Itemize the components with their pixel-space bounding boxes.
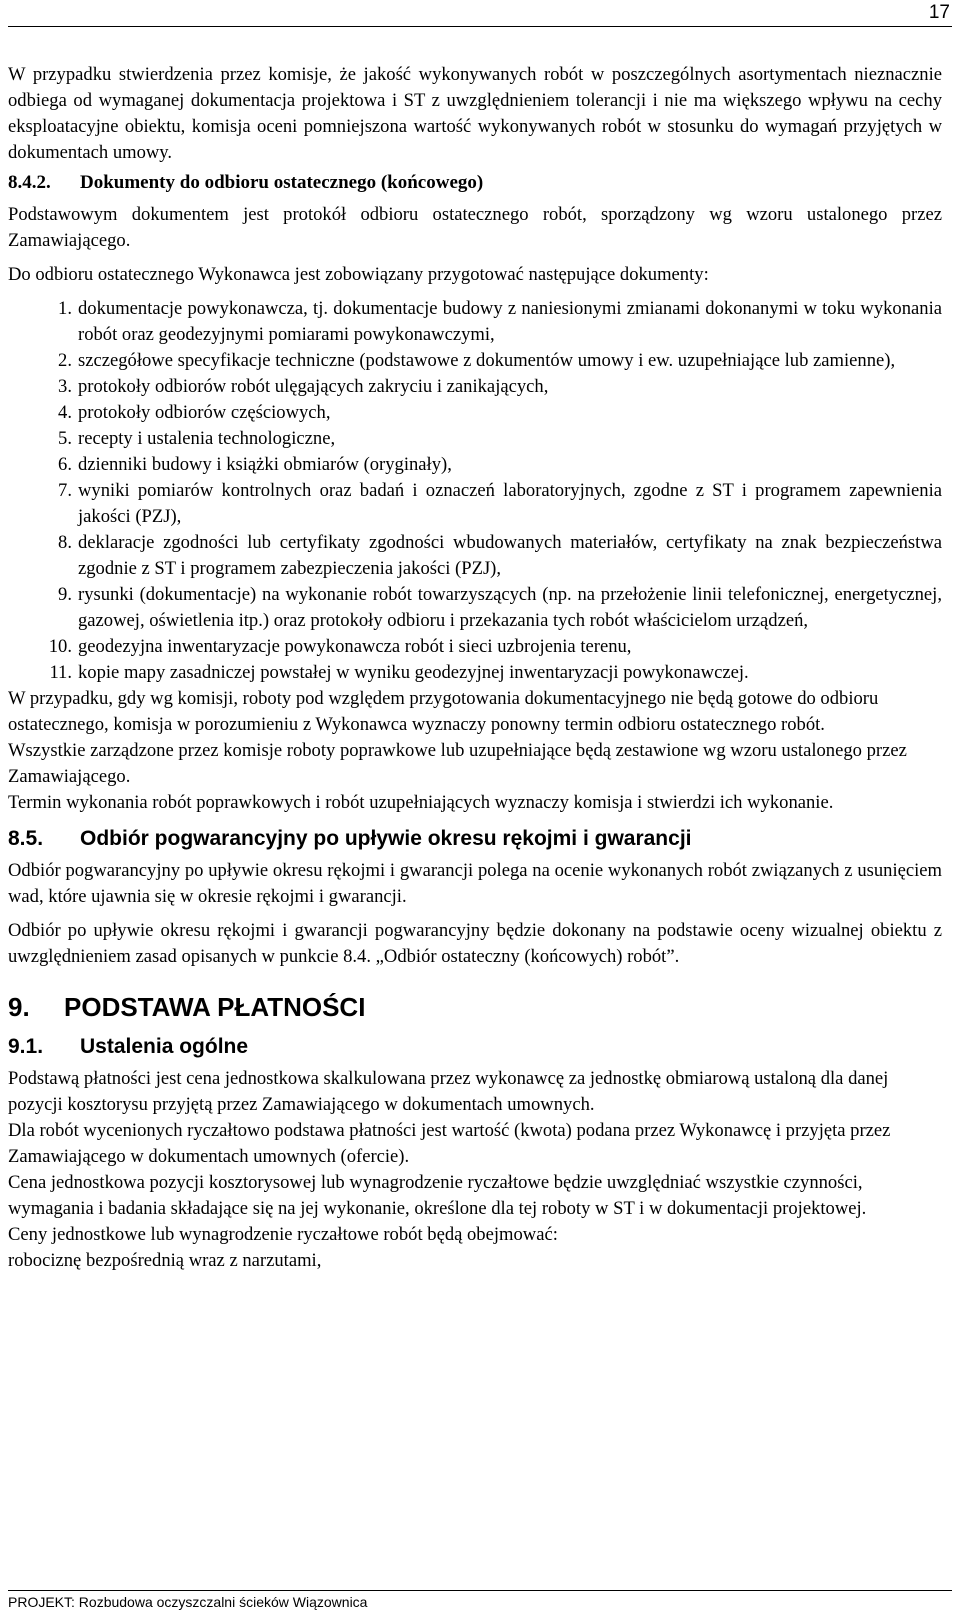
list-text: rysunki (dokumentacje) na wykonanie robót towarzyszących (np. na przełożenie linii telefonicznej, energetycznej, gazowej, oświetlenia itp.) oraz protokoły odbioru i przekazania tych robót właścicielom urządzeń, <box>78 584 942 631</box>
intro-paragraph: W przypadku stwierdzenia przez komisje, że jakość wykonywanych robót w poszczególnych asortymentach nieznacznie odbiega od wymaganej dokumentacja projektowa i ST z uwzględnieniem tolerancji i nie ma większego wpływu na cechy eksploatacyjne obiektu, komisja oceni pomniejszona wartość wykonywanych robót w stosunku do wymagań przyjętych w dokumentach umowy. <box>8 64 942 163</box>
heading-title: Odbiór pogwarancyjny po upływie okresu rękojmi i gwarancji <box>80 827 692 850</box>
list-number: 10. <box>48 636 72 657</box>
list-item <box>8 400 942 426</box>
list-text: protokoły odbiorów częściowych, <box>78 402 331 423</box>
list-item <box>8 374 942 400</box>
paragraph: Podstawowym dokumentem jest protokół odbioru ostatecznego robót, sporządzony wg wzoru ustalonego przez Zamawiającego. <box>8 204 942 251</box>
list-text: protokoły odbiorów robót ulęgających zakryciu i zanikających, <box>78 376 549 397</box>
paragraph: Podstawą płatności jest cena jednostkowa skalkulowana przez wykonawcę za jednostkę obmiarową ustaloną dla danej pozycji kosztorysu przyjętą przez Zamawiającego w dokumentach umownych. <box>8 1068 889 1115</box>
list-text: dokumentacje powykonawcza, tj. dokumentacje budowy z naniesionymi zmianami dokonanymi w toku wykonania robót oraz geodezyjnymi pomiarami powykonawczymi, <box>78 298 942 345</box>
list-number: 4. <box>58 402 72 423</box>
heading-title: Dokumenty do odbioru ostatecznego (końcowego) <box>80 172 484 193</box>
list-text: dzienniki budowy i książki obmiarów (oryginały), <box>78 454 452 475</box>
heading-title: Ustalenia ogólne <box>80 1035 249 1058</box>
list-number: 8. <box>58 532 72 553</box>
page-number: 17 <box>928 2 950 23</box>
list-number: 11. <box>49 662 72 683</box>
list-item <box>8 426 942 452</box>
list-item <box>8 530 942 582</box>
paragraph: Do odbioru ostatecznego Wykonawca jest zobowiązany przygotować następujące dokumenty: <box>8 264 709 285</box>
list-text: recepty i ustalenia technologiczne, <box>78 428 336 449</box>
list-text: geodezyjna inwentaryzacje powykonawcza robót i sieci uzbrojenia terenu, <box>78 636 632 657</box>
documents-list <box>8 296 942 686</box>
list-item <box>8 348 942 374</box>
paragraph: Wszystkie zarządzone przez komisje roboty poprawkowe lub uzupełniające będą zestawione wg wzoru ustalonego przez Zamawiającego. <box>8 740 907 787</box>
footer-project: PROJEKT: Rozbudowa oczyszczalni ścieków Wiązownica <box>8 1594 368 1610</box>
paragraph: W przypadku, gdy wg komisji, roboty pod względem przygotowania dokumentacyjnego nie będą gotowe do odbioru ostatecznego, komisja w porozumieniu z Wykonawca wyznaczy ponowny termin odbioru ostatecznego robót. <box>8 688 879 735</box>
heading-number: 8.5. <box>8 827 44 850</box>
header-rule <box>8 26 952 27</box>
paragraph: Termin wykonania robót poprawkowych i robót uzupełniających wyznaczy komisja i stwierdzi ich wykonanie. <box>8 792 834 813</box>
list-number: 3. <box>58 376 72 397</box>
paragraph: Ceny jednostkowe lub wynagrodzenie ryczałtowe robót będą obejmować: <box>8 1224 558 1245</box>
heading-9 <box>8 990 942 1024</box>
list-item <box>8 634 942 660</box>
paragraph: Odbiór po upływie okresu rękojmi i gwarancji pogwarancyjny będzie dokonany na podstawie oceny wizualnej obiektu z uwzględnieniem zasad opisanych w punkcie 8.4. „Odbiór ostateczny (końcowych) robót”. <box>8 920 942 967</box>
paragraph: Cena jednostkowa pozycji kosztorysowej lub wynagrodzenie ryczałtowe będzie uwzględniać wszystkie czynności, wymagania i badania składające się na jej wykonanie, określone dla tej roboty w ST i w dokumentacji projektowej. <box>8 1172 867 1219</box>
footer-rule <box>8 1590 952 1591</box>
heading-9-1 <box>8 1032 942 1062</box>
list-item <box>8 452 942 478</box>
list-text: kopie mapy zasadniczej powstałej w wyniku geodezyjnej inwentaryzacji powykonawczej. <box>78 662 749 683</box>
list-item <box>8 478 942 530</box>
list-number: 6. <box>58 454 72 475</box>
list-item <box>8 660 942 686</box>
heading-number: 9. <box>8 992 30 1022</box>
list-item <box>8 296 942 348</box>
list-item <box>8 582 942 634</box>
list-number: 7. <box>58 480 72 501</box>
heading-number: 9.1. <box>8 1035 44 1058</box>
list-number: 9. <box>58 584 72 605</box>
list-number: 1. <box>58 298 72 319</box>
heading-8-5 <box>8 824 942 854</box>
list-text: wyniki pomiarów kontrolnych oraz badań i oznaczeń laboratoryjnych, zgodne z ST i programem zapewnienia jakości (PZJ), <box>78 480 942 527</box>
heading-8-4-2 <box>8 170 942 196</box>
paragraph: Odbiór pogwarancyjny po upływie okresu rękojmi i gwarancji polega na ocenie wykonanych robót związanych z usunięciem wad, które ujawnia się w okresie rękojmi i gwarancji. <box>8 860 942 907</box>
list-number: 2. <box>58 350 72 371</box>
list-number: 5. <box>58 428 72 449</box>
page-content <box>8 62 942 1274</box>
heading-title: PODSTAWA PŁATNOŚCI <box>64 992 366 1022</box>
heading-number: 8.4.2. <box>8 172 51 193</box>
list-text: deklaracje zgodności lub certyfikaty zgodności wbudowanych materiałów, certyfikaty na znak bezpieczeństwa zgodnie z ST i programem zabezpieczenia jakości (PZJ), <box>78 532 942 579</box>
list-text: szczegółowe specyfikacje techniczne (podstawowe z dokumentów umowy i ew. uzupełniające lub zamienne), <box>78 350 896 371</box>
paragraph: Dla robót wycenionych ryczałtowo podstawa płatności jest wartość (kwota) podana przez Wykonawcę i przyjęta przez Zamawiającego w dokumentach umownych (ofercie). <box>8 1120 891 1167</box>
paragraph: robociznę bezpośrednią wraz z narzutami, <box>8 1250 322 1271</box>
